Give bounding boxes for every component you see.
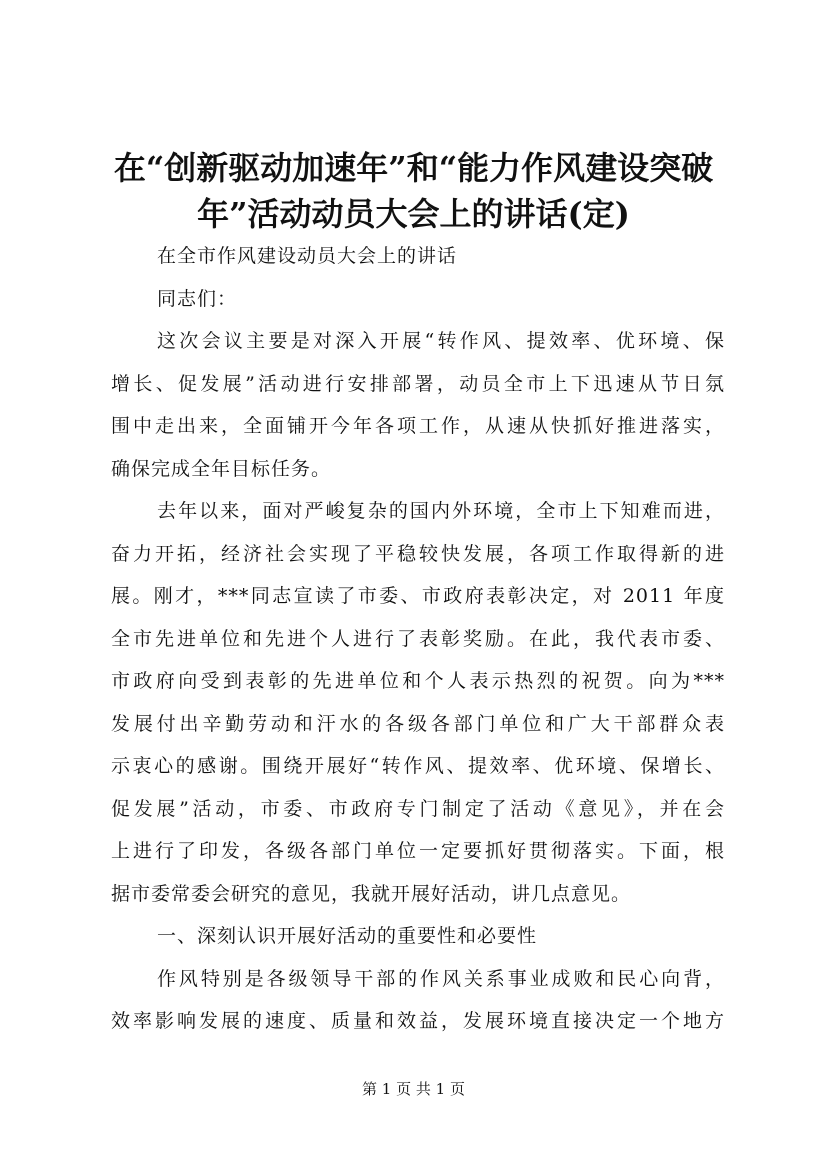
document-title-line-1: 在“创新驱动加速年”和“能力作风建设突破 [113,149,714,187]
paragraph-line: 促发展”活动，市委、市政府专门制定了活动《意见》，并在会 [111,798,725,820]
page-footer: 第 1 页 共 1 页 [362,1080,465,1098]
paragraph-line: 市政府向受到表彰的先进单位和个人表示热烈的祝贺。向为*** [111,670,725,692]
paragraph-line: 奋力开拓，经济社会实现了平稳较快发展，各项工作取得新的进 [111,543,725,565]
paragraph-line: 上进行了印发，各级各部门单位一定要抓好贯彻落实。下面，根 [111,840,725,862]
paragraph-line: 作风特别是各级领导干部的作风关系事业成败和民心向背， [157,968,725,990]
salutation: 同志们： [157,288,238,310]
document-title-line-2: 年”活动动员大会上的讲话(定) [197,195,630,233]
paragraph-line: 发展付出辛勤劳动和汗水的各级各部门单位和广大干部群众表 [111,713,725,735]
paragraph-line: 展。刚才，***同志宣读了市委、市政府表彰决定，对 2011 年度 [111,585,725,607]
paragraph-line: 这次会议主要是对深入开展“转作风、提效率、优环境、保 [157,330,725,352]
paragraph-line: 围中走出来，全面铺开今年各项工作，从速从快抓好推进落实， [111,415,725,437]
paragraph-line: 去年以来，面对严峻复杂的国内外环境，全市上下知难而进， [157,500,725,522]
section-heading: 一、深刻认识开展好活动的重要性和必要性 [157,925,538,947]
paragraph-line: 据市委常委会研究的意见，我就开展好活动，讲几点意见。 [111,883,632,905]
paragraph-line: 全市先进单位和先进个人进行了表彰奖励。在此，我代表市委、 [111,628,725,650]
paragraph-line: 效率影响发展的速度、质量和效益，发展环境直接决定一个地方 [111,1010,725,1032]
paragraph-line: 示衷心的感谢。围绕开展好“转作风、提效率、优环境、保增长、 [111,755,725,777]
subtitle: 在全市作风建设动员大会上的讲话 [157,245,458,267]
paragraph-line: 增长、促发展”活动进行安排部署，动员全市上下迅速从节日氛 [111,373,725,395]
paragraph-line: 确保完成全年目标任务。 [111,458,332,480]
